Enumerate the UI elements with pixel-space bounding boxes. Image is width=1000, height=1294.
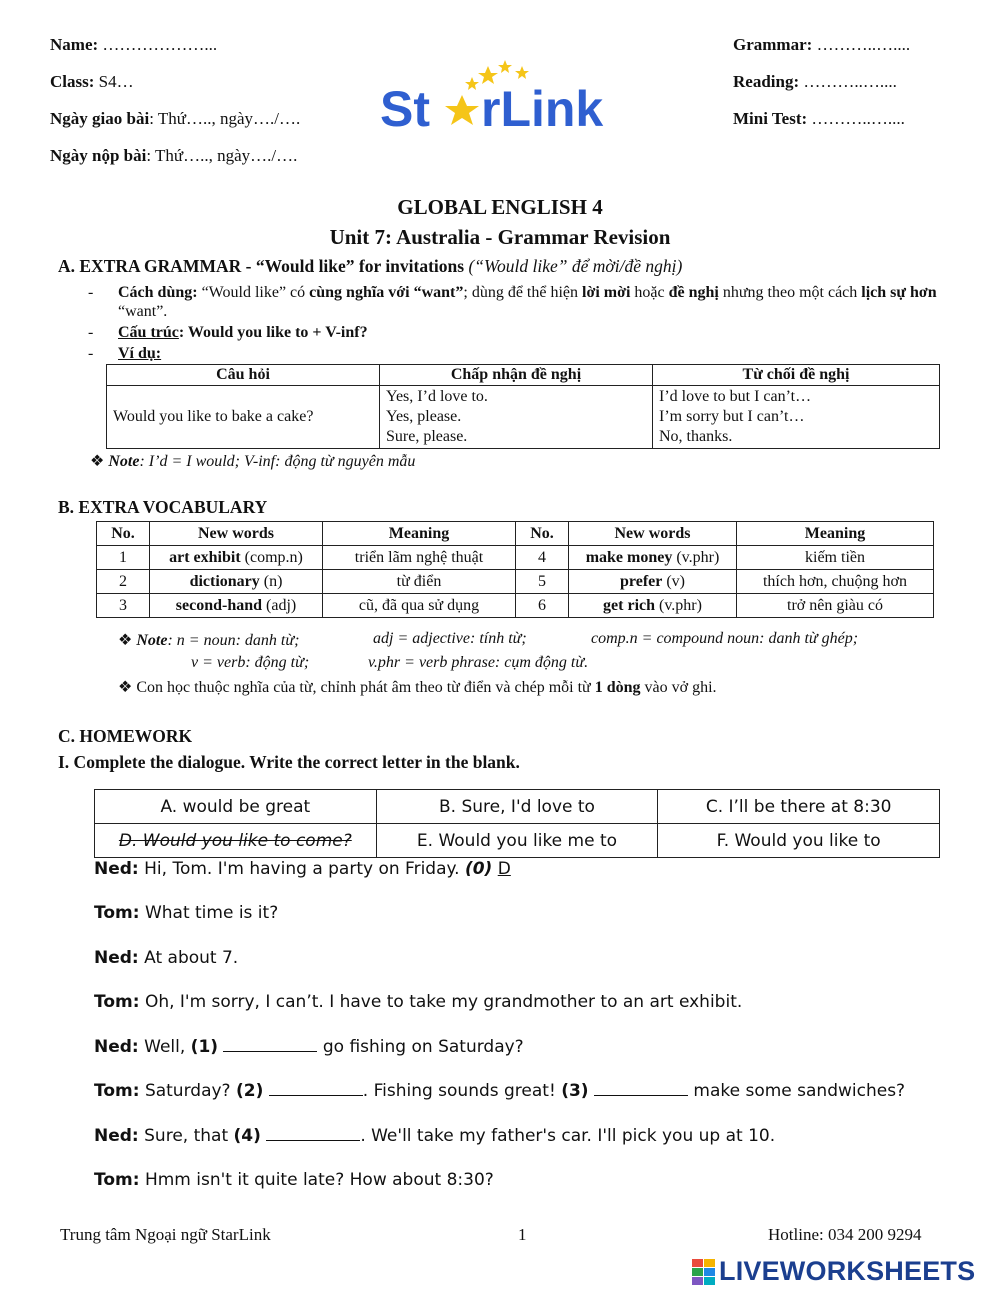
vocab-note-vphr: v.phr = verb phrase: cụm động từ.	[368, 654, 589, 671]
task-instruction: I. Complete the dialogue. Write the correct letter in the blank.	[58, 752, 520, 772]
page-number: 1	[518, 1225, 527, 1244]
logo-star-a-icon	[445, 95, 479, 125]
dialogue-line: Tom: Hmm isn't it quite late? How about 8:30?	[94, 1170, 494, 1190]
grammar-score: Grammar: ………..…....	[733, 35, 911, 54]
vocab-note: ❖ Note: n = noun: danh từ;	[118, 632, 300, 649]
section-a-heading: A. EXTRA GRAMMAR - “Would like” for invitations (“Would like” để mời/đề nghị)	[58, 256, 683, 276]
dialogue-line: Ned: Well, (1) go fishing on Saturday?	[94, 1037, 524, 1057]
minitest-score: Mini Test: ………..…....	[733, 109, 905, 128]
vocab-row: 2 dictionary (n) từ điển 5 prefer (v) thích hơn, chuộng hơn	[97, 570, 934, 594]
starlink-logo	[380, 58, 630, 133]
svg-text:St: St	[380, 81, 430, 133]
dialogue-line: Ned: Sure, that (4) . We'll take my father's car. I'll pick you up at 10.	[94, 1126, 776, 1146]
table-header: Câu hỏi	[107, 365, 380, 386]
vocab-row: 3 second-hand (adj) cũ, đã qua sử dụng 6 get rich (v.phr) trở nên giàu có	[97, 594, 934, 618]
answer-blank-2[interactable]	[269, 1081, 363, 1096]
vocab-note-compn: comp.n = compound noun: danh từ ghép;	[591, 630, 859, 647]
diamond-bullet-icon: ❖	[90, 453, 105, 470]
diamond-bullet-icon: ❖	[118, 679, 133, 696]
footer-hotline: Hotline: 034 200 9294	[768, 1225, 922, 1244]
footer-center-name: Trung tâm Ngoại ngữ StarLink	[60, 1225, 271, 1244]
dialogue-line: Ned: Hi, Tom. I'm having a party on Friday. (0) D	[94, 859, 511, 879]
reading-score: Reading: ………..…....	[733, 72, 897, 91]
accept-cell: Yes, I’d love to. Yes, please. Sure, please.	[380, 386, 653, 449]
options-table	[94, 789, 940, 858]
structure-bullet: - Cấu trúc: Would you like to + V-inf?	[88, 324, 368, 341]
unit-title: Unit 7: Australia - Grammar Revision	[329, 225, 671, 249]
class-field: Class: S4…	[50, 72, 134, 91]
brand-text: LIVEWORKSHEETS	[719, 1256, 976, 1286]
usage-bullet: - Cách dùng: “Would like” có cùng nghĩa với “want”; dùng để thể hiện lời mời hoặc đề nghị nhưng theo một cách lịch sự hơn “want”.	[88, 284, 937, 320]
dialogue-line: Tom: Saturday? (2) . Fishing sounds great! (3) make some sandwiches?	[94, 1081, 906, 1101]
svg-text:rLink: rLink	[481, 81, 604, 133]
assign-date-field: Ngày giao bài: Thứ….., ngày…./….	[50, 109, 301, 128]
answer-blank-1[interactable]	[223, 1037, 317, 1052]
course-title: GLOBAL ENGLISH 4	[397, 195, 603, 219]
liveworksheets-brand[interactable]	[692, 1256, 975, 1287]
name-field: Name: ………………...	[50, 35, 218, 54]
section-c-heading: C. HOMEWORK	[58, 726, 193, 746]
table-header: Chấp nhận đề nghị	[380, 365, 653, 386]
option-d-used: D. Would you like to come?	[95, 824, 377, 858]
dialogue-line: Tom: Oh, I'm sorry, I can’t. I have to take my grandmother to an art exhibit.	[94, 992, 743, 1012]
example-bullet: - Ví dụ:	[88, 345, 162, 362]
grammar-note: ❖ Note: I’d = I would; V-inf: động từ nguyên mẫu	[90, 453, 416, 470]
study-tip: ❖ Con học thuộc nghĩa của từ, chỉnh phát âm theo từ điển và chép mỗi từ 1 dòng vào vở ghi.	[118, 679, 717, 696]
liveworksheets-logo-icon	[692, 1259, 716, 1285]
option-f: F. Would you like to	[658, 824, 940, 858]
option-e: E. Would you like me to	[376, 824, 658, 858]
example-answer: D	[497, 859, 511, 879]
answer-blank-3[interactable]	[594, 1081, 688, 1096]
answer-blank-4[interactable]	[266, 1126, 360, 1141]
submit-date-field: Ngày nộp bài: Thứ….., ngày…./….	[50, 146, 298, 165]
option-a: A. would be great	[95, 790, 377, 824]
table-header: Từ chối đề nghị	[653, 365, 940, 386]
vocabulary-table: No. New words Meaning No. New words Meaning 1 art exhibit (comp.n) triển lãm nghệ thuật 4 make money (v.phr) kiếm tiền 2 dictionary (n) từ điển 5 prefer (v) thích hơn, chuộng hơn 3 second-hand (adj) cũ, đã qua sử dụng 6 get rich (v.phr) trở nên giàu có	[96, 521, 934, 618]
option-b: B. Sure, I'd love to	[376, 790, 658, 824]
decline-cell: I’d love to but I can’t… I’m sorry but I can’t… No, thanks.	[653, 386, 940, 449]
vocab-note-verb: v = verb: động từ;	[191, 654, 310, 671]
section-b-heading: B. EXTRA VOCABULARY	[58, 497, 268, 517]
dialogue-line: Tom: What time is it?	[94, 903, 279, 923]
dialogue-line: Ned: At about 7.	[94, 948, 239, 968]
vocab-row: 1 art exhibit (comp.n) triển lãm nghệ thuật 4 make money (v.phr) kiếm tiền	[97, 546, 934, 570]
option-c: C. I’ll be there at 8:30	[658, 790, 940, 824]
invitation-table	[106, 364, 940, 449]
vocab-note-adj: adj = adjective: tính từ;	[373, 630, 527, 647]
diamond-bullet-icon: ❖	[118, 632, 133, 649]
question-cell: Would you like to bake a cake?	[107, 386, 380, 449]
